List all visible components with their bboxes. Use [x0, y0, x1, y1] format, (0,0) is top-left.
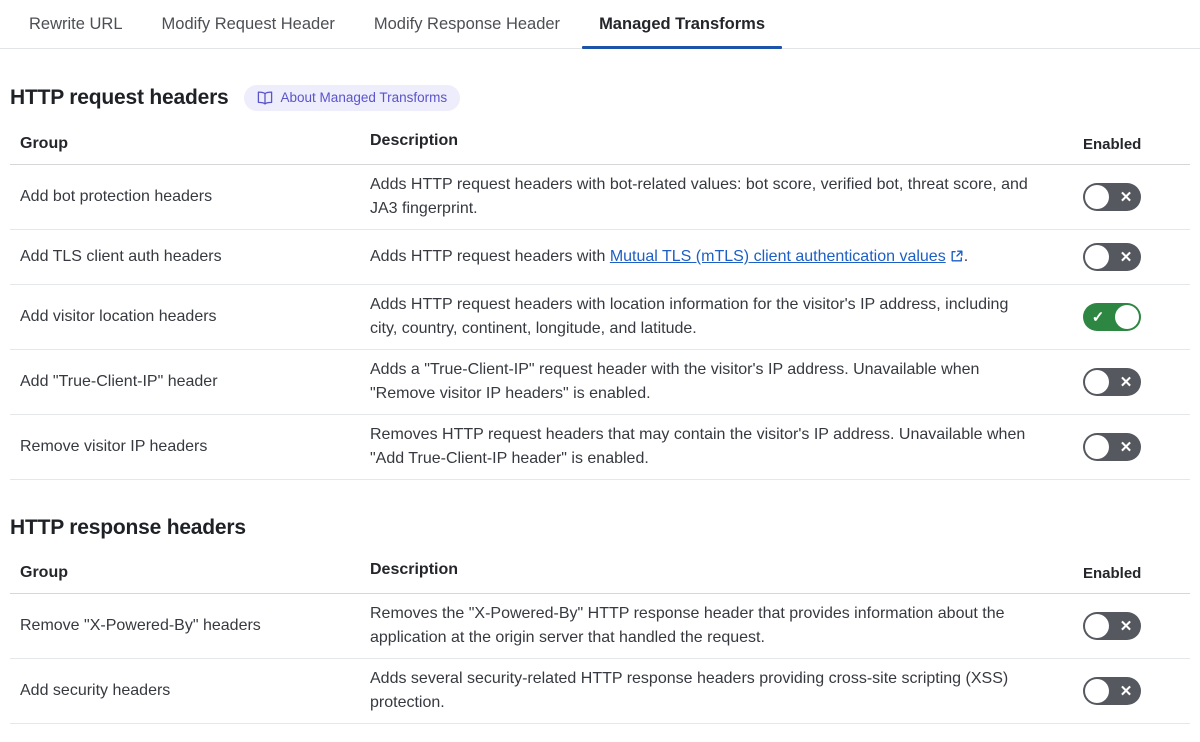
group-cell: Remove visitor IP headers	[20, 438, 208, 456]
x-icon: ✕	[1119, 682, 1133, 700]
toggle-off[interactable]	[1083, 368, 1141, 396]
group-cell: Add TLS client auth headers	[20, 248, 222, 266]
x-icon: ✕	[1119, 438, 1133, 456]
section-title-request: HTTP request headers	[10, 86, 229, 110]
toggle-off[interactable]	[1083, 677, 1141, 705]
toggle-knob	[1085, 370, 1109, 394]
table-header-row	[10, 123, 1190, 165]
group-cell: Add visitor location headers	[20, 308, 217, 326]
description-cell: Adds HTTP request headers with bot-related values: bot score, verified bot, threat score, and JA3 fingerprint.	[370, 176, 1028, 218]
tab-managed-transforms[interactable]: Managed Transforms	[582, 0, 782, 48]
x-icon: ✕	[1119, 188, 1133, 206]
table-row	[10, 285, 1190, 350]
check-icon: ✓	[1091, 308, 1105, 326]
x-icon: ✕	[1119, 373, 1133, 391]
table-row	[10, 659, 1190, 724]
enabled-cell	[1083, 243, 1190, 271]
description-cell: Adds several security-related HTTP response headers providing cross-site scripting (XSS) protection.	[370, 670, 1009, 712]
response-headers-table	[10, 552, 1190, 724]
book-icon	[257, 91, 273, 105]
request-headers-section	[10, 85, 1190, 480]
description-cell: Removes the "X-Powered-By" HTTP response header that provides information about the application at the origin server that handled the request.	[370, 605, 1005, 647]
toggle-on[interactable]	[1083, 303, 1141, 331]
external-link-icon	[950, 249, 964, 263]
toggle-knob	[1085, 435, 1109, 459]
x-icon: ✕	[1119, 248, 1133, 266]
section-title-response: HTTP response headers	[10, 516, 246, 540]
tab-modify-request-header[interactable]: Modify Request Header	[161, 14, 335, 33]
toggle-knob	[1115, 305, 1139, 329]
table-row	[10, 594, 1190, 659]
description-cell: Adds HTTP request headers with Mutual TLS (mTLS) client authentication values .	[370, 248, 969, 266]
toggle-knob	[1085, 614, 1109, 638]
toggle-off[interactable]	[1083, 183, 1141, 211]
tab-modify-response-header[interactable]: Modify Response Header	[373, 14, 561, 33]
description-link[interactable]: Mutual TLS (mTLS) client authentication values	[609, 248, 946, 266]
enabled-cell	[1083, 612, 1190, 640]
table-row	[10, 350, 1190, 415]
toggle-off[interactable]	[1083, 612, 1141, 640]
badge-label: About Managed Transforms	[280, 90, 448, 105]
table-header-row	[10, 552, 1190, 594]
description-cell: Adds HTTP request headers with location information for the visitor's IP address, including city, country, continent, longitude, and latitude.	[370, 296, 1009, 338]
enabled-cell	[1083, 677, 1190, 705]
toggle-off[interactable]	[1083, 243, 1141, 271]
request-headers-table	[10, 123, 1190, 480]
enabled-cell	[1083, 183, 1190, 211]
column-header-enabled: Enabled	[1083, 136, 1142, 154]
group-cell: Add bot protection headers	[20, 188, 213, 206]
managed-transforms-page	[0, 85, 1200, 724]
toggle-knob	[1085, 185, 1109, 209]
table-row	[10, 230, 1190, 285]
enabled-cell	[1083, 433, 1190, 461]
tab-bar	[0, 0, 1200, 49]
table-row	[10, 165, 1190, 230]
about-managed-transforms-badge[interactable]	[244, 85, 461, 111]
tab-rewrite-url[interactable]: Rewrite URL	[29, 14, 123, 33]
group-cell: Remove "X-Powered-By" headers	[20, 617, 261, 635]
response-headers-section	[10, 516, 1190, 724]
description-cell: Removes HTTP request headers that may contain the visitor's IP address. Unavailable when "Add True-Client-IP header" is enabled.	[370, 426, 1026, 468]
toggle-knob	[1085, 245, 1109, 269]
enabled-cell	[1083, 368, 1190, 396]
table-row	[10, 415, 1190, 480]
toggle-knob	[1085, 679, 1109, 703]
group-cell: Add security headers	[20, 682, 171, 700]
column-header-description: Description	[370, 132, 459, 150]
toggle-off[interactable]	[1083, 433, 1141, 461]
column-header-group: Group	[20, 135, 68, 153]
group-cell: Add "True-Client-IP" header	[20, 373, 218, 391]
column-header-enabled: Enabled	[1083, 565, 1142, 583]
column-header-description: Description	[370, 561, 459, 579]
column-header-group: Group	[20, 564, 68, 582]
x-icon: ✕	[1119, 617, 1133, 635]
enabled-cell	[1083, 303, 1190, 331]
description-cell: Adds a "True-Client-IP" request header with the visitor's IP address. Unavailable when "Remove visitor IP headers" is enabled.	[370, 361, 980, 403]
